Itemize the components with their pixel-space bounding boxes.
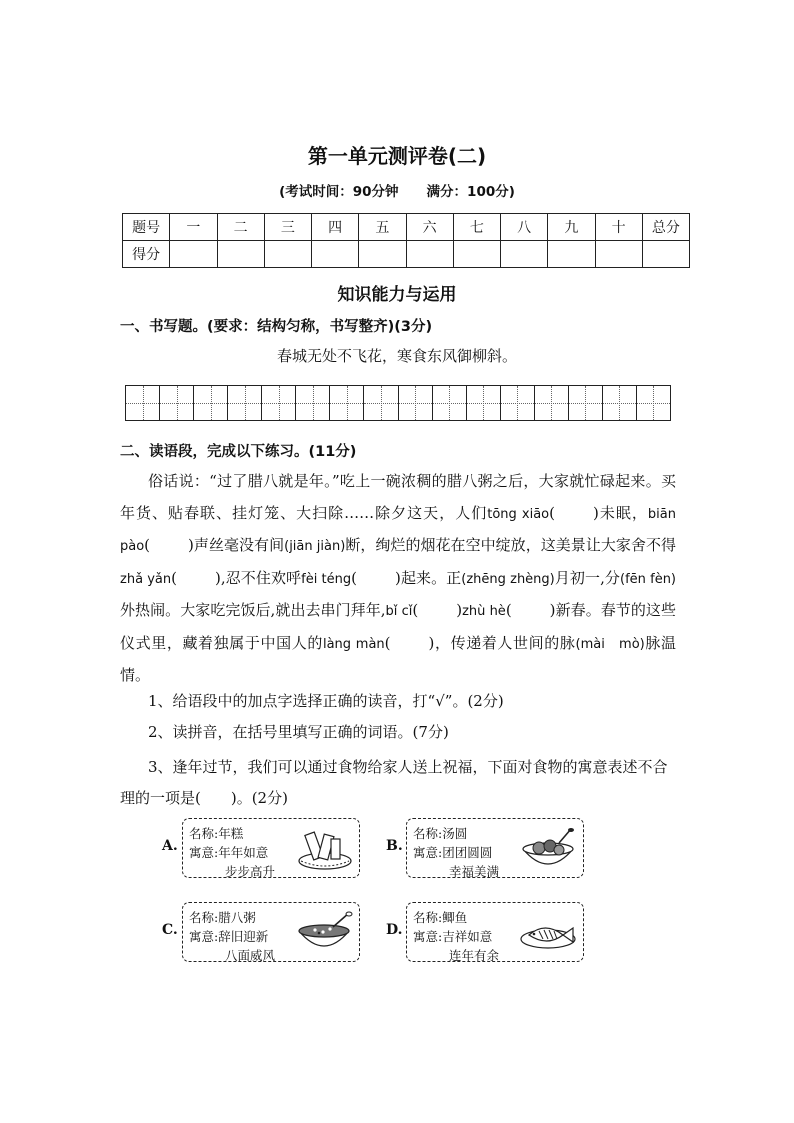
food-name: 名称:年糕: [189, 826, 244, 841]
food-meaning: 寓意:年年如意: [189, 845, 269, 860]
score-cell: 题号: [123, 214, 170, 241]
grid-cell[interactable]: [569, 386, 603, 420]
congee-icon: [295, 911, 353, 955]
option-letter: C.: [162, 922, 178, 938]
food-meaning: 寓意:团团圆圆: [413, 845, 493, 860]
exam-info: [0, 180, 794, 200]
score-table: [122, 213, 690, 268]
grid-cell[interactable]: [228, 386, 262, 420]
food-card: [406, 902, 584, 962]
sub-question-1: 1、给语段中的加点字选择正确的读音，打“√”。(2分): [148, 692, 504, 710]
food-name: 名称:鲫鱼: [413, 910, 468, 925]
food-meaning-2: 连年有余: [449, 948, 500, 963]
pinyin: zhù hè: [462, 604, 506, 619]
grid-cell[interactable]: [126, 386, 160, 420]
passage-text: 起来。正: [400, 568, 462, 587]
score-cell: 四: [312, 214, 359, 241]
grid-cell[interactable]: [501, 386, 535, 420]
exam-full-score: 满分：100分): [426, 184, 515, 200]
writing-grid[interactable]: [125, 385, 671, 421]
pinyin: tōng xiāo: [487, 506, 550, 522]
grid-cell[interactable]: [603, 386, 637, 420]
pinyin: fèi téng: [301, 571, 352, 587]
grid-cell[interactable]: [399, 386, 433, 420]
grid-cell[interactable]: [160, 386, 194, 420]
exam-time: (考试时间：90分钟: [279, 184, 399, 200]
score-input-cell[interactable]: [217, 241, 264, 268]
score-table-score-row: [123, 241, 690, 268]
option-letter: A.: [162, 838, 178, 854]
passage-text: 月初一,分: [554, 568, 621, 587]
score-cell: 一: [170, 214, 217, 241]
score-cell: 二: [217, 214, 264, 241]
tangyuan-icon: [519, 827, 577, 871]
score-cell: 十: [595, 214, 642, 241]
question-2-title: 二、读语段，完成以下练习。(11分): [120, 444, 357, 460]
food-meaning-2: 八面威风: [225, 948, 276, 963]
passage-text: 声丝毫没有间: [193, 536, 285, 554]
grid-cell[interactable]: [296, 386, 330, 420]
score-cell: 七: [453, 214, 500, 241]
food-card: [406, 818, 584, 878]
score-cell: 得分: [123, 241, 170, 268]
food-meaning-2: 步步高升: [225, 864, 276, 879]
sub-question-3: 3、逢年过节，我们可以通过食物给家人送上祝福，下面对食物的寓意表述不合理的一项是( )。(2分): [120, 758, 668, 807]
pronunciation-options[interactable]: (mài mò): [575, 636, 645, 652]
grid-cell[interactable]: [330, 386, 364, 420]
pinyin: zhǎ yǎn: [120, 571, 172, 587]
grid-cell[interactable]: [364, 386, 398, 420]
question-1-title: 一、书写题。(要求：结构匀称，书写整齐)(3分): [120, 319, 433, 335]
option-b[interactable]: [386, 818, 584, 879]
score-cell: 八: [501, 214, 548, 241]
score-cell: 九: [548, 214, 595, 241]
passage-text: 断，绚烂的烟花在空中绽放，这美景让大家舍不得: [345, 536, 676, 554]
score-input-cell[interactable]: [642, 241, 689, 268]
food-name: 名称:汤圆: [413, 826, 468, 841]
passage-text: 脉温情。: [120, 633, 676, 684]
pronunciation-options[interactable]: (jiān jiàn): [284, 539, 346, 554]
food-meaning-2: 幸福美满: [449, 864, 500, 879]
passage-text: ，传递着人世间的脉: [434, 633, 576, 652]
food-name: 名称:腊八粥: [189, 910, 256, 925]
score-input-cell[interactable]: [170, 241, 217, 268]
grid-cell[interactable]: [433, 386, 467, 420]
score-input-cell[interactable]: [264, 241, 311, 268]
score-input-cell[interactable]: [406, 241, 453, 268]
page-title: 第一单元测评卷(二): [307, 144, 487, 168]
passage-text: 新春。春节的这些仪式里，藏着独属于中国人的: [120, 601, 676, 652]
score-table-header-row: [123, 214, 690, 241]
niangao-icon: [295, 827, 353, 871]
option-c[interactable]: [162, 902, 360, 963]
pronunciation-options[interactable]: (zhēng zhèng): [461, 571, 555, 587]
score-cell: 三: [264, 214, 311, 241]
pinyin: làng màn: [322, 636, 385, 652]
pinyin: bǐ cǐ: [385, 604, 413, 619]
passage-text: 俗话说：“过了腊八就是年。”吃上一碗浓稠的腊八粥之后，大家就忙碌起来。买年货、贴春联、挂灯笼、大扫除……除夕这天，人们: [120, 472, 676, 522]
score-cell: 六: [406, 214, 453, 241]
fish-icon: [519, 911, 577, 955]
score-cell: 五: [359, 214, 406, 241]
section-heading: 知识能力与运用: [337, 285, 457, 305]
score-input-cell[interactable]: [453, 241, 500, 268]
food-meaning: 寓意:吉祥如意: [413, 929, 493, 944]
score-input-cell[interactable]: [595, 241, 642, 268]
food-card: [182, 902, 360, 962]
option-letter: D.: [386, 922, 403, 938]
grid-cell[interactable]: [637, 386, 670, 420]
score-input-cell[interactable]: [501, 241, 548, 268]
pronunciation-options[interactable]: (fēn fèn): [620, 571, 677, 587]
grid-cell[interactable]: [467, 386, 501, 420]
food-card: [182, 818, 360, 878]
option-a[interactable]: [162, 818, 360, 879]
grid-cell[interactable]: [262, 386, 296, 420]
reading-passage: 俗话说：“过了腊八就是年。”吃上一碗浓稠的腊八粥之后，大家就忙碌起来。买年货、贴春联、挂灯笼、大扫除……除夕这天，人们tōng xiāo( )未眠，biān pào( )声丝毫没有间(jiān jiàn)断，绚烂的烟花在空中绽放，这美景让大家舍不得zhǎ yǎn( ),忍不住欢呼fèi téng( )起来。正(zhēng zhèng)月初一,分(fēn fèn)外热闹。大家吃完饭后,就出去串门拜年,bǐ cǐ( )zhù hè( )新春。春节的这些仪式里，藏着独属于中国人的làng màn( )，传递着人世间的脉(mài mò)脉温情。: [120, 472, 677, 684]
sub-question-2: 2、读拼音，在括号里填写正确的词语。(7分): [148, 723, 449, 741]
score-input-cell[interactable]: [359, 241, 406, 268]
grid-cell[interactable]: [194, 386, 228, 420]
passage-text: 外热闹。大家吃完饭后,就出去串门拜年,: [120, 601, 386, 619]
grid-cell[interactable]: [535, 386, 569, 420]
score-cell: 总分: [642, 214, 689, 241]
pinyin: biān pào: [120, 506, 676, 554]
option-letter: B.: [386, 838, 403, 854]
food-meaning: 寓意:辞旧迎新: [189, 929, 269, 944]
passage-text: 未眠，: [598, 503, 648, 522]
score-input-cell[interactable]: [548, 241, 595, 268]
score-input-cell[interactable]: [312, 241, 359, 268]
passage-text: ,忍不住欢呼: [220, 568, 302, 587]
poem-line: 春城无处不飞花，寒食东风御柳斜。: [276, 347, 517, 365]
option-d[interactable]: [386, 902, 584, 963]
